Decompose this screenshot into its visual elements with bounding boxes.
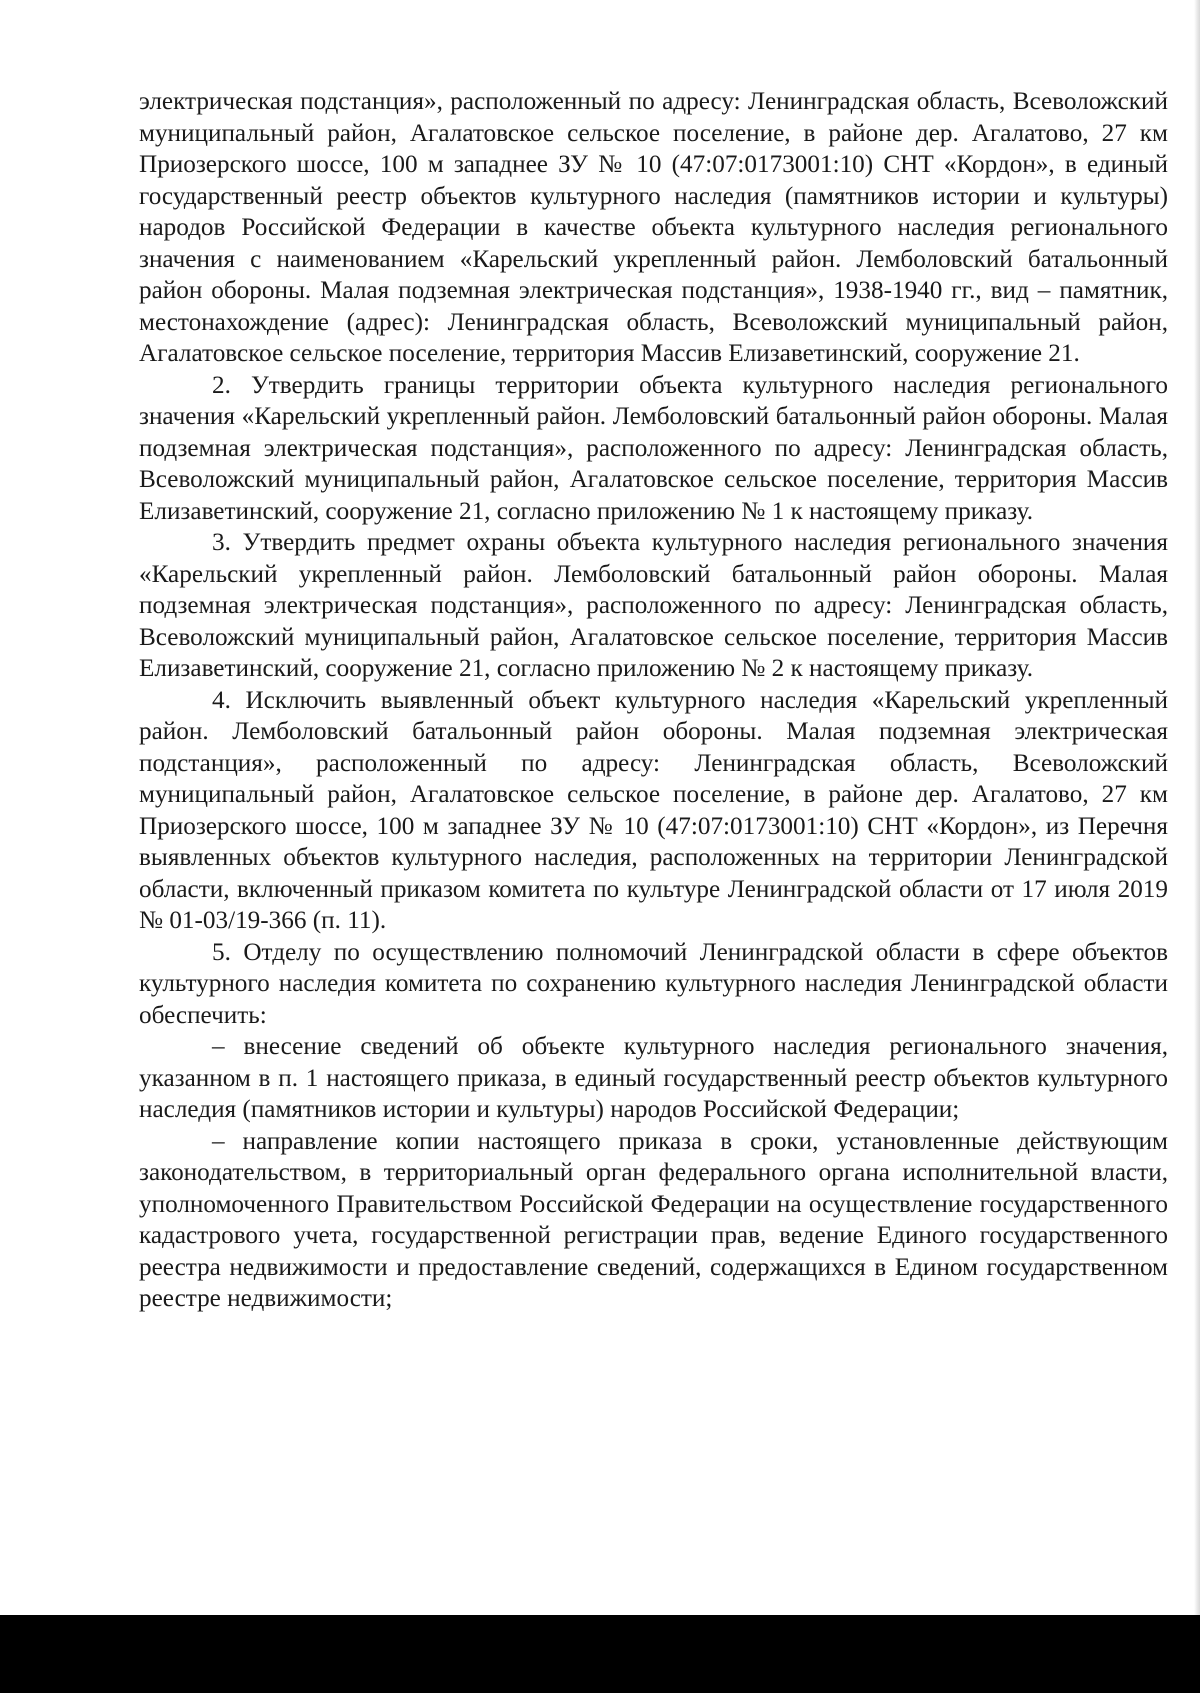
document-body (139, 86, 1168, 1315)
paragraph-4-exclusion: 4. Исключить выявленный объект культурного наследия «Карельский укрепленный район. Лемболовский батальонный район обороны. Малая подземная электрическая подстанция», расположенный по адресу: Ленинградская область, Всеволожский муниципальный район, Агалатовское сельское поселение, в районе дер. Агалатово, 27 км Приозерского шоссе, 100 м западнее ЗУ № 10 (47:07:0173001:10) СНТ «Кордон», из Перечня выявленных объектов культурного наследия, расположенных на территории Ленинградской области, включенный приказом комитета по культуре Ленинградской области от 17 июля 2019 № 01-03/19-366 (п. 11). (139, 686, 1168, 934)
paragraph-5-department: 5. Отделу по осуществлению полномочий Ленинградской области в сфере объектов культурного наследия комитета по сохранению культурного наследия Ленинградской области обеспечить: (139, 938, 1168, 1029)
paragraph-1-continuation: электрическая подстанция», расположенный по адресу: Ленинградская область, Всеволожский муниципальный район, Агалатовское сельское поселение, в районе дер. Агалатово, 27 км Приозерского шоссе, 100 м западнее ЗУ № 10 (47:07:0173001:10) СНТ «Кордон», в единый государственный реестр объектов культурного наследия (памятников истории и культуры) народов Российской Федерации в качестве объекта культурного наследия регионального значения с наименованием «Карельский укрепленный район. Лемболовский батальонный район обороны. Малая подземная электрическая подстанция», 1938-1940 гг., вид – памятник, местонахождение (адрес): Ленинградская область, Всеволожский муниципальный район, Агалатовское сельское поселение, территория Массив Елизаветинский, сооружение 21. (139, 88, 1168, 367)
paragraph-5-item-copy: – направление копии настоящего приказа в сроки, установленные действующим законодательством, в территориальный орган федерального органа исполнительной власти, уполномоченного Правительством Российской Федерации на осуществление государственного кадастрового учета, государственной регистрации прав, ведение Единого государственного реестра недвижимости и предоставление сведений, содержащихся в Едином государственном реестре недвижимости; (139, 1127, 1168, 1312)
paragraph-5-item-register: – внесение сведений об объекте культурного наследия регионального значения, указанном в п. 1 настоящего приказа, в единый государственный реестр объектов культурного наследия (памятников истории и культуры) народов Российской Федерации; (139, 1033, 1168, 1123)
paragraph-3-protection-subject: 3. Утвердить предмет охраны объекта культурного наследия регионального значения «Карельский укрепленный район. Лемболовский батальонный район обороны. Малая подземная электрическая подстанция», расположенного по адресу: Ленинградская область, Всеволожский муниципальный район, Агалатовское сельское поселение, территория Массив Елизаветинский, сооружение 21, согласно приложению № 2 к настоящему приказу. (139, 529, 1168, 682)
paragraph-2-boundaries: 2. Утвердить границы территории объекта культурного наследия регионального значения «Карельский укрепленный район. Лемболовский батальонный район обороны. Малая подземная электрическая подстанция», расположенного по адресу: Ленинградская область, Всеволожский муниципальный район, Агалатовское сельское поселение, территория Массив Елизаветинский, сооружение 21, согласно приложению № 1 к настоящему приказу. (139, 371, 1168, 525)
scan-bottom-border (0, 1615, 1200, 1693)
scan-page-edge (1194, 0, 1200, 1615)
